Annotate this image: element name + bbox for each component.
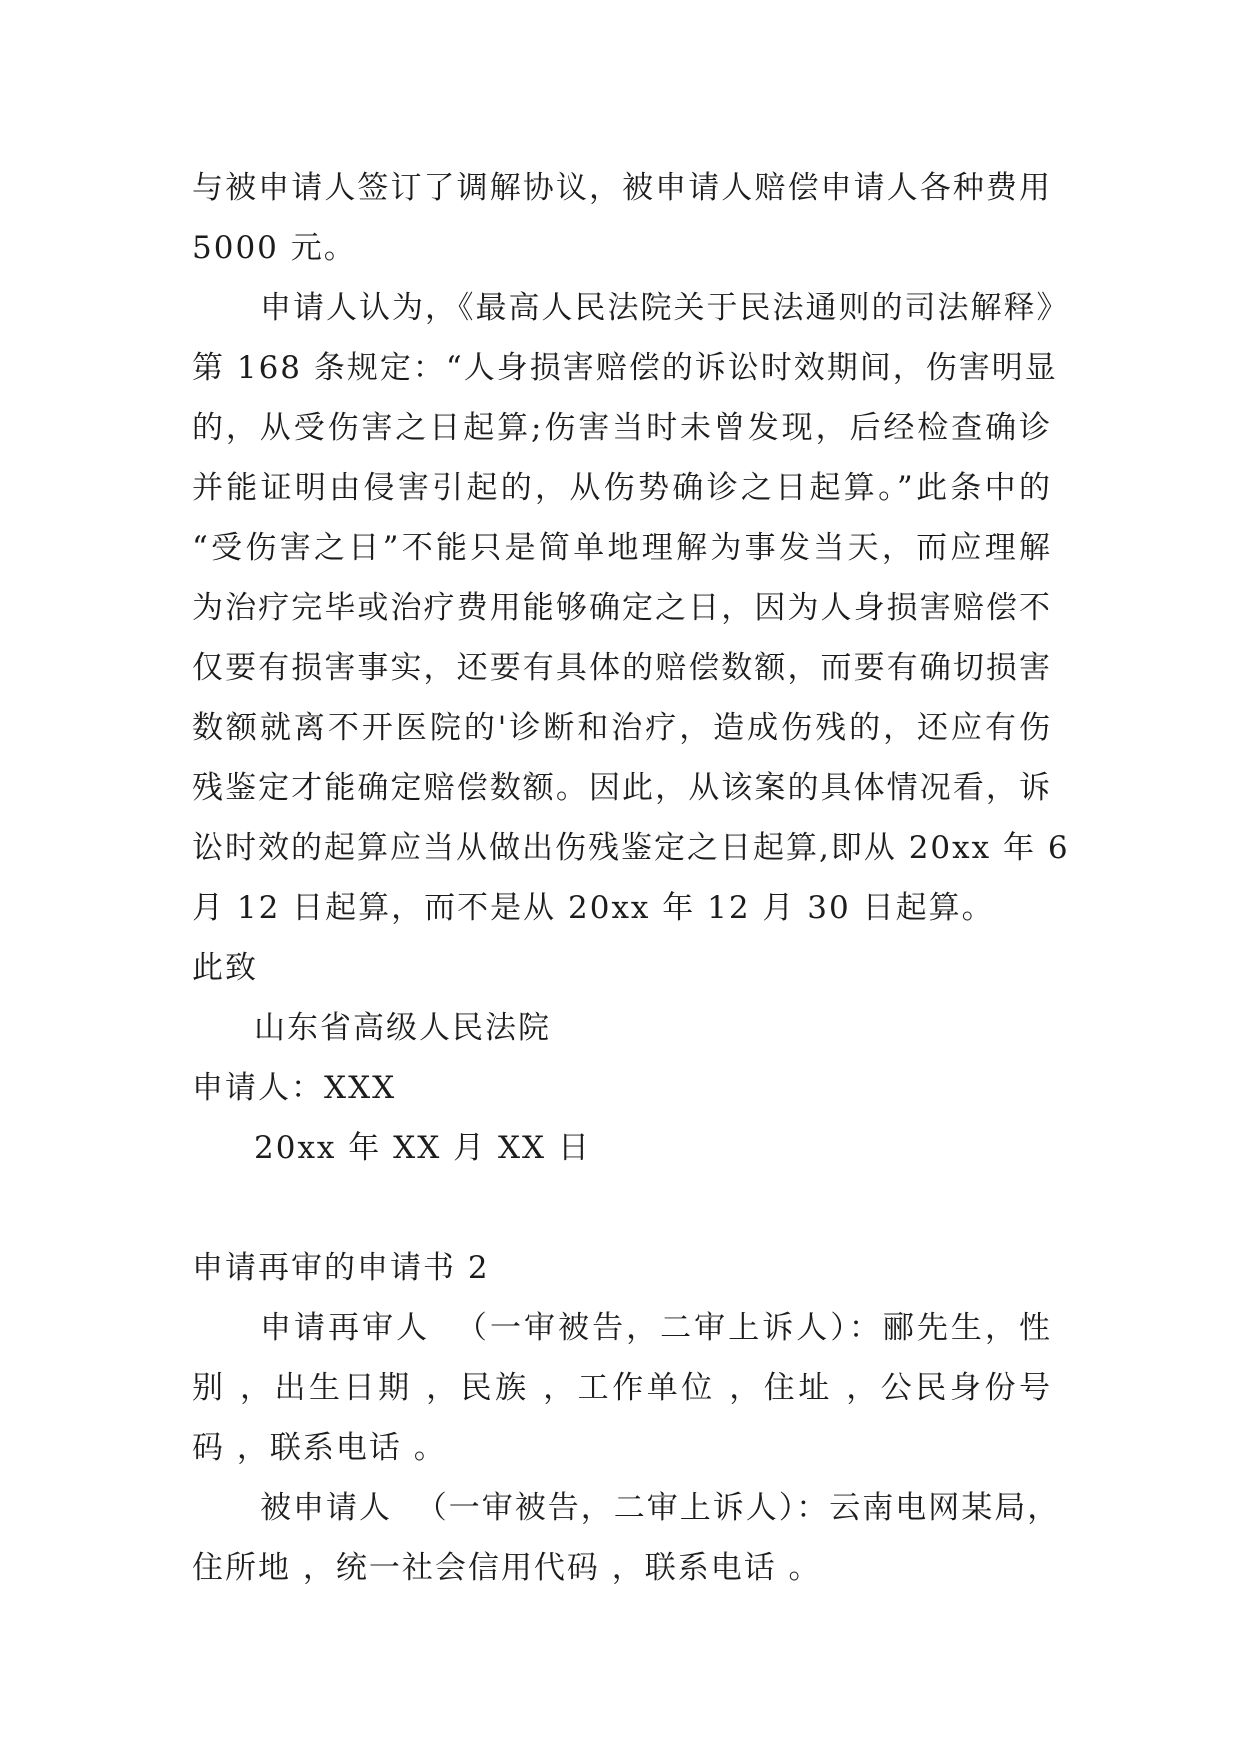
text-line: 别 ，出生日期 ，民族 ，工作单位 ，住址 ，公民身份号 [192,1370,1052,1406]
closing-salutation: 此致 [192,950,258,986]
text-line: 为治疗完毕或治疗费用能够确定之日，因为人身损害赔偿不 [192,590,1052,626]
text-line: “受伤害之日”不能只是简单地理解为事发当天，而应理解 [192,530,1052,566]
text-line: 与被申请人签订了调解协议，被申请人赔偿申请人各种费用 [192,170,1052,206]
text-line: 月 12 日起算，而不是从 20xx 年 12 月 30 日起算。 [192,890,995,926]
text-line: 的，从受伤害之日起算;伤害当时未曾发现，后经检查确诊 [192,410,1052,446]
document-page [192,158,1070,1598]
paragraph-first-line: 被申请人 （一审被告，二审上诉人）：云南电网某局， [260,1490,1061,1526]
text-line: 仅要有损害事实，还要有具体的赔偿数额，而要有确切损害 [192,650,1052,686]
paragraph-first-line: 申请人认为，《最高人民法院关于民法通则的司法解释》 [260,290,1070,326]
paragraph-first-line: 申请再审人 （一审被告，二审上诉人）：郦先生，性 [260,1310,1052,1346]
text-line: 残鉴定才能确定赔偿数额。因此，从该案的具体情况看，诉 [192,770,1052,806]
text-line: 数额就离不开医院的'诊断和治疗，造成伤残的，还应有伤 [192,710,1052,746]
recipient-court: 山东省高级人民法院 [254,1010,551,1046]
text-line: 讼时效的起算应当从做出伤残鉴定之日起算,即从 20xx 年 6 [192,830,1070,866]
signature-date: 20xx 年 XX 月 XX 日 [254,1130,591,1166]
section-gap [192,1178,1052,1238]
text-line: 第 168 条规定：“人身损害赔偿的诉讼时效期间，伤害明显 [192,350,1058,386]
text-line: 住所地 ，统一社会信用代码 ，联系电话 。 [192,1550,822,1586]
text-line: 5000 元。 [192,230,357,266]
text-line: 并能证明由侵害引起的，从伤势确诊之日起算。”此条中的 [192,470,1052,506]
text-line: 码 ，联系电话 。 [192,1430,447,1466]
section-title: 申请再审的申请书 2 [192,1250,490,1286]
applicant-signature: 申请人：XXX [192,1070,397,1106]
